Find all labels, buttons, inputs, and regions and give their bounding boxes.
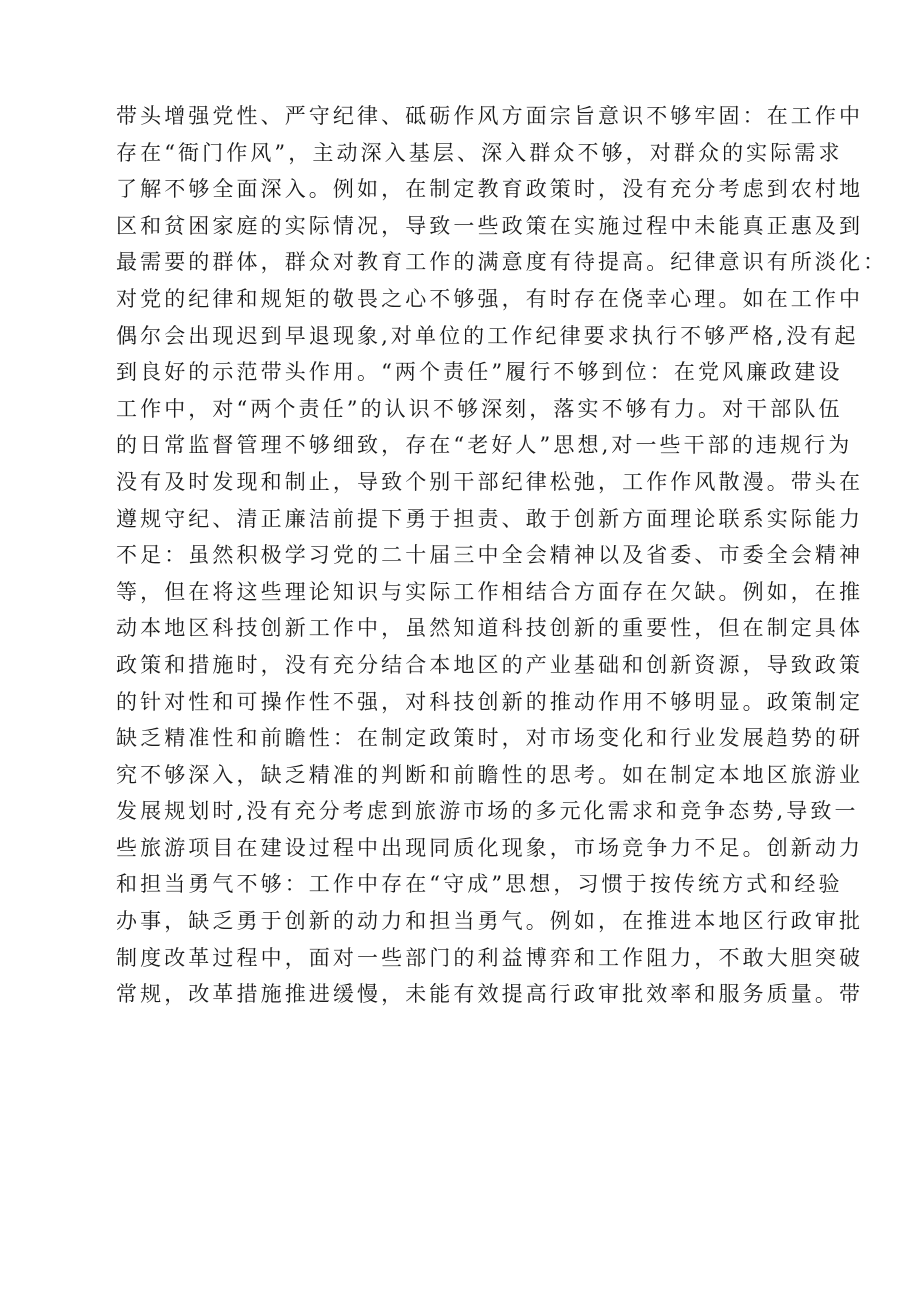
text-line: 带头增强党性、严守纪律、砥砺作风方面宗旨意识不够牢固：在工作中: [116, 104, 864, 128]
text-line: 遵规守纪、清正廉洁前提下勇于担责、敢于创新方面理论联系实际能力: [116, 506, 864, 531]
text-line: 了解不够全面深入。例如，在制定教育政策时，没有充分考虑到农村地: [116, 177, 864, 202]
text-line: 区和贫困家庭的实际情况，导致一些政策在实施过程中未能真正惠及到: [116, 213, 864, 238]
text-line: 到良好的示范带头作用。“两个责任”履行不够到位：在党风廉政建设: [116, 360, 843, 385]
text-line: 不足：虽然积极学习党的二十届三中全会精神以及省委、市委全会精神: [116, 543, 864, 568]
text-line: 的针对性和可操作性不强，对科技创新的推动作用不够明显。政策制定: [116, 689, 864, 714]
text-line: 缺乏精准性和前瞻性：在制定政策时，对市场变化和行业发展趋势的研: [116, 726, 864, 751]
text-line: 究不够深入，缺乏精准的判断和前瞻性的思考。如在制定本地区旅游业: [116, 762, 864, 787]
text-line: 动本地区科技创新工作中，虽然知道科技创新的重要性，但在制定具体: [116, 616, 864, 641]
text-line: 常规，改革措施推进缓慢，未能有效提高行政审批效率和服务质量。带: [116, 982, 864, 1007]
body-paragraph: [116, 98, 888, 1013]
text-line: 最需要的群体，群众对教育工作的满意度有待提高。纪律意识有所淡化：: [116, 250, 888, 275]
text-line: 制度改革过程中，面对一些部门的利益博弈和工作阻力，不敢大胆突破: [116, 945, 864, 970]
text-line: 政策和措施时，没有充分结合本地区的产业基础和创新资源，导致政策: [116, 652, 864, 677]
text-line: 没有及时发现和制止，导致个别干部纪律松弛，工作作风散漫。带头在: [116, 469, 864, 494]
text-line: 发展规划时,没有充分考虑到旅游市场的多元化需求和竞争态势,导致一: [116, 799, 859, 824]
text-line: 等，但在将这些理论知识与实际工作相结合方面存在欠缺。例如，在推: [116, 579, 864, 604]
text-line: 些旅游项目在建设过程中出现同质化现象，市场竞争力不足。创新动力: [116, 835, 864, 860]
text-line: 对党的纪律和规矩的敬畏之心不够强，有时存在侥幸心理。如在工作中: [116, 286, 864, 311]
text-line: 偶尔会出现迟到早退现象,对单位的工作纪律要求执行不够严格,没有起: [116, 323, 859, 348]
text-line: 工作中，对“两个责任”的认识不够深刻，落实不够有力。对干部队伍: [116, 396, 843, 421]
text-line: 办事，缺乏勇于创新的动力和担当勇气。例如，在推进本地区行政审批: [116, 909, 864, 934]
text-line: 的日常监督管理不够细致，存在“老好人”思想,对一些干部的违规行为: [116, 433, 853, 458]
text-line: 和担当勇气不够：工作中存在“守成”思想，习惯于按传统方式和经验: [116, 872, 843, 897]
text-line: 存在“衙门作风”，主动深入基层、深入群众不够，对群众的实际需求: [116, 140, 843, 165]
